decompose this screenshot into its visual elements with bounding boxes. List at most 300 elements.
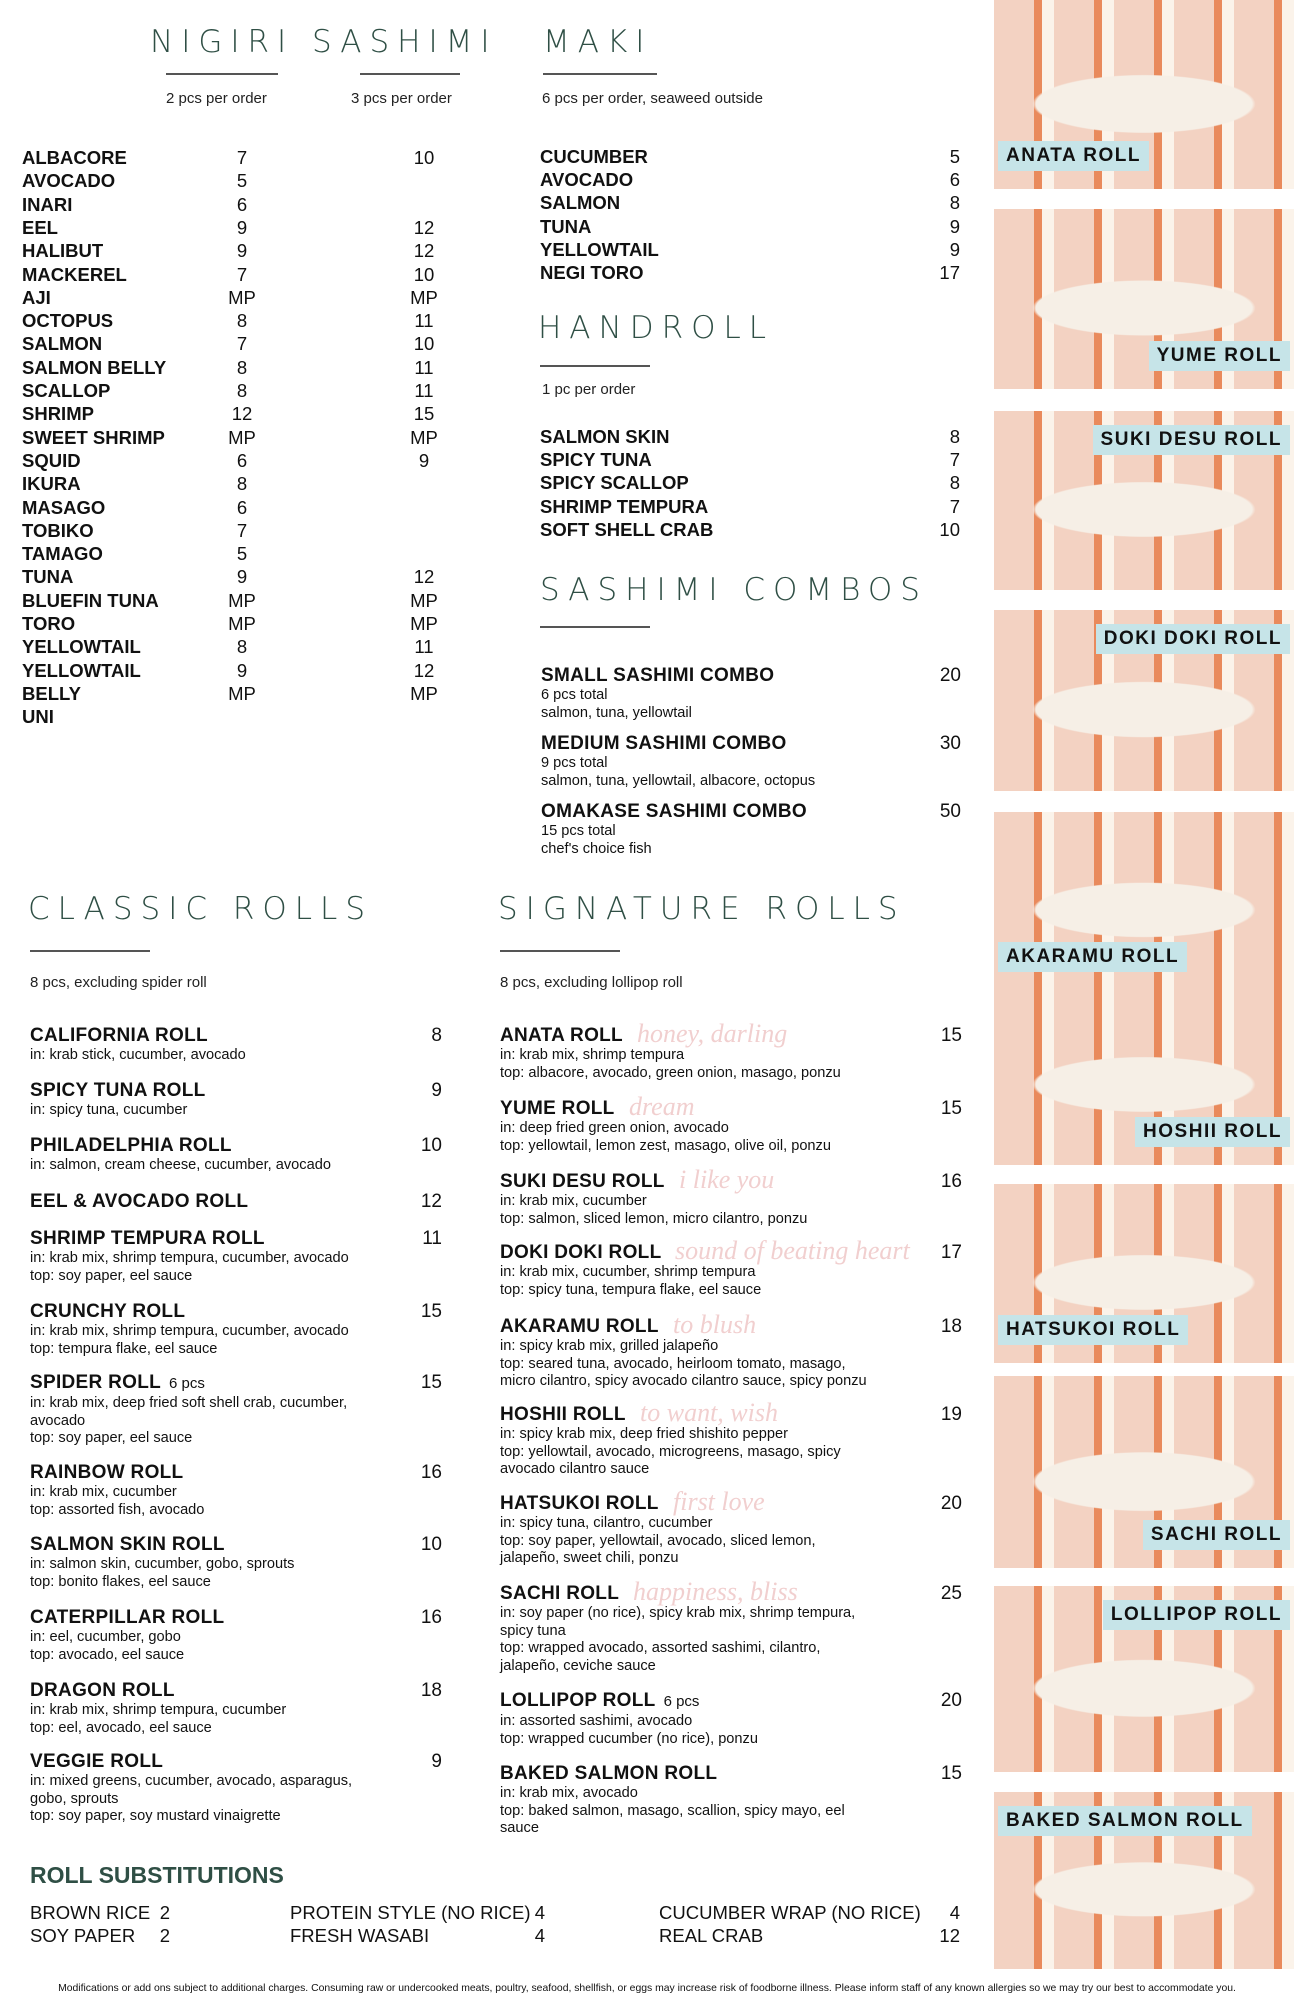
item-description: in: krab mix, cucumber bbox=[500, 1193, 647, 1209]
list-item bbox=[540, 425, 960, 448]
item-description: in: spicy krab mix, grilled jalapeño bbox=[500, 1338, 719, 1354]
item-name: YUME ROLL bbox=[500, 1098, 615, 1119]
item-price: 5 bbox=[949, 146, 960, 167]
nigiri-price: 6 bbox=[236, 193, 248, 215]
item-name: SWEET SHRIMP bbox=[22, 426, 165, 448]
item-description: in: krab mix, shrimp tempura, cucumber, avocado bbox=[30, 1250, 349, 1266]
item-price: 20 bbox=[940, 1690, 962, 1711]
table-row bbox=[22, 263, 482, 286]
item-name: LOLLIPOP ROLL 6 pcs bbox=[500, 1690, 700, 1711]
substitution-name: PROTEIN STYLE (NO RICE) bbox=[290, 1902, 531, 1923]
item-description: 6 pcs total bbox=[541, 687, 608, 703]
menu-item bbox=[30, 1228, 442, 1285]
item-name: YELLOWTAIL bbox=[22, 659, 141, 681]
menu-item bbox=[500, 1493, 962, 1568]
item-price: 10 bbox=[420, 1534, 442, 1555]
item-price: 9 bbox=[431, 1080, 442, 1101]
table-row bbox=[22, 659, 482, 682]
sashimi-price: 11 bbox=[414, 380, 434, 401]
item-name: SPICY SCALLOP bbox=[540, 472, 689, 494]
divider bbox=[540, 626, 650, 628]
sashimi-price: 12 bbox=[413, 216, 435, 238]
item-price: 16 bbox=[940, 1171, 962, 1192]
item-price: 7 bbox=[949, 449, 960, 471]
item-name: BELLY bbox=[22, 682, 81, 704]
item-name: TORO bbox=[22, 613, 76, 634]
divider bbox=[166, 73, 278, 75]
substitution-price: 4 bbox=[949, 1902, 960, 1923]
signature-rolls-title: SIGNATURE ROLLS bbox=[498, 891, 906, 927]
nigiri-price: 12 bbox=[231, 403, 253, 425]
divider bbox=[500, 950, 620, 952]
item-name: INARI bbox=[22, 193, 73, 215]
sashimi-price: 11 bbox=[414, 310, 434, 332]
item-description: 15 pcs total bbox=[541, 823, 616, 839]
list-item bbox=[540, 261, 960, 284]
menu-item bbox=[30, 1680, 442, 1737]
table-row bbox=[22, 542, 482, 565]
item-description: in: deep fried green onion, avocado bbox=[500, 1120, 729, 1136]
item-price: 15 bbox=[940, 1025, 962, 1046]
item-description: top: albacore, avocado, green onion, masago, ponzu bbox=[500, 1064, 841, 1081]
sashimi-price: MP bbox=[410, 589, 438, 611]
item-name: EEL & AVOCADO ROLL bbox=[30, 1191, 249, 1212]
item-description: top: soy paper, soy mustard vinaigrette bbox=[30, 1808, 281, 1824]
item-price: 20 bbox=[939, 665, 961, 686]
item-description: in: salmon skin, cucumber, gobo, sprouts bbox=[30, 1556, 295, 1572]
item-name: ALBACORE bbox=[22, 147, 127, 168]
photo-suki-desu-roll bbox=[994, 411, 1294, 590]
table-row bbox=[22, 239, 482, 262]
divider bbox=[543, 73, 657, 75]
menu-item bbox=[500, 1690, 962, 1748]
table-row bbox=[22, 169, 482, 192]
divider bbox=[540, 365, 650, 367]
piece-count: 6 pcs bbox=[663, 1693, 700, 1710]
item-description: spicy tuna bbox=[500, 1622, 566, 1639]
item-description: in: eel, cucumber, gobo bbox=[30, 1629, 181, 1645]
item-description: jalapeño, ceviche sauce bbox=[500, 1657, 656, 1674]
table-row bbox=[22, 519, 482, 542]
item-description: top: yellowtail, avocado, microgreens, masago, spicy bbox=[500, 1443, 841, 1460]
item-name: BLUEFIN TUNA bbox=[22, 589, 159, 611]
item-description: top: wrapped cucumber (no rice), ponzu bbox=[500, 1730, 758, 1747]
nigiri-price: 6 bbox=[236, 496, 248, 518]
menu-item bbox=[30, 1135, 442, 1175]
nigiri-price: 7 bbox=[236, 147, 248, 168]
maki-title: MAKI bbox=[543, 24, 653, 60]
item-price: 16 bbox=[420, 1607, 442, 1628]
item-description: salmon, tuna, yellowtail bbox=[541, 704, 692, 721]
menu-item bbox=[500, 1242, 962, 1299]
nigiri-price: MP bbox=[228, 682, 256, 704]
menu-item bbox=[500, 1316, 962, 1391]
menu-item bbox=[500, 1098, 962, 1155]
nigiri-price: 5 bbox=[236, 170, 248, 192]
photo-baked-salmon-roll bbox=[994, 1792, 1294, 1969]
watermark-script: first love bbox=[673, 1487, 765, 1516]
nigiri-price: 9 bbox=[236, 566, 248, 588]
item-name: MEDIUM SASHIMI COMBO bbox=[541, 733, 787, 754]
item-description: in: krab mix, shrimp tempura bbox=[500, 1047, 685, 1063]
item-name: SPICY TUNA ROLL bbox=[30, 1080, 206, 1101]
menu-item bbox=[30, 1191, 442, 1213]
item-description: in: mixed greens, cucumber, avocado, asparagus, bbox=[30, 1773, 353, 1789]
item-name: SALMON bbox=[540, 192, 621, 214]
item-name: SQUID bbox=[22, 449, 81, 471]
item-description: in: krab mix, cucumber bbox=[30, 1484, 177, 1500]
photo-hoshii-roll bbox=[994, 986, 1294, 1165]
photo-label: AKARAMU ROLL bbox=[998, 942, 1187, 972]
item-price: 16 bbox=[420, 1462, 442, 1483]
item-name: SALMON BELLY bbox=[22, 356, 167, 378]
photo-sachi-roll bbox=[994, 1376, 1294, 1568]
item-description: in: spicy krab mix, deep fried shishito pepper bbox=[500, 1426, 788, 1442]
menu-item bbox=[541, 801, 961, 858]
list-item bbox=[540, 495, 960, 518]
nigiri-price: 9 bbox=[236, 659, 248, 681]
substitution-price: 2 bbox=[159, 1902, 170, 1923]
nigiri-price: MP bbox=[228, 286, 256, 308]
table-row bbox=[22, 449, 482, 472]
menu-item bbox=[30, 1372, 442, 1448]
item-name: AJI bbox=[22, 286, 51, 308]
photo-lollipop-roll bbox=[994, 1586, 1294, 1772]
menu-item bbox=[541, 733, 961, 790]
nigiri-price: MP bbox=[228, 589, 256, 611]
item-name: HOSHII ROLL bbox=[500, 1404, 626, 1425]
item-name: SACHI ROLL bbox=[500, 1583, 620, 1604]
item-price: 8 bbox=[431, 1025, 442, 1046]
classic-subtitle: 8 pcs, excluding spider roll bbox=[30, 974, 207, 991]
table-row bbox=[22, 332, 482, 355]
watermark-script: happiness, bliss bbox=[633, 1577, 798, 1606]
menu-item bbox=[30, 1025, 442, 1065]
photo-anata-roll bbox=[994, 0, 1294, 189]
menu-item bbox=[500, 1404, 962, 1479]
substitution-price: 4 bbox=[534, 1925, 545, 1946]
piece-count: 6 pcs bbox=[169, 1375, 205, 1392]
photo-doki-doki-roll bbox=[994, 610, 1294, 791]
list-item bbox=[540, 448, 960, 471]
item-price: 9 bbox=[431, 1751, 442, 1772]
item-name: VEGGIE ROLL bbox=[30, 1751, 164, 1772]
photo-akaramu-roll bbox=[994, 812, 1294, 990]
table-row bbox=[22, 216, 482, 239]
item-name: SUKI DESU ROLL bbox=[500, 1171, 665, 1192]
sashimi-price: 11 bbox=[414, 636, 434, 658]
item-description: top: spicy tuna, tempura flake, eel sauce bbox=[500, 1281, 762, 1298]
item-name: CRUNCHY ROLL bbox=[30, 1301, 186, 1322]
item-description: top: wrapped avocado, assorted sashimi, cilantro, bbox=[500, 1640, 821, 1656]
divider bbox=[30, 950, 150, 952]
table-row bbox=[22, 705, 482, 728]
photo-yume-roll bbox=[994, 209, 1294, 389]
menu-item bbox=[500, 1171, 962, 1228]
table-row bbox=[22, 496, 482, 519]
list-item bbox=[540, 215, 960, 238]
item-description: in: krab mix, avocado bbox=[500, 1785, 638, 1801]
item-price: 6 bbox=[949, 169, 960, 191]
item-price: 50 bbox=[939, 801, 961, 822]
sashimi-subtitle: 3 pcs per order bbox=[351, 90, 452, 107]
item-description: top: avocado, eel sauce bbox=[30, 1646, 185, 1663]
menu-item bbox=[30, 1751, 442, 1826]
nigiri-price: 8 bbox=[236, 310, 248, 332]
item-name: YELLOWTAIL bbox=[540, 238, 659, 260]
item-name: OCTOPUS bbox=[22, 310, 114, 332]
item-price: 17 bbox=[940, 1242, 962, 1263]
photo-label: BAKED SALMON ROLL bbox=[998, 1806, 1252, 1836]
item-name: SPICY TUNA bbox=[540, 449, 652, 471]
item-name: SPIDER ROLL 6 pcs bbox=[30, 1372, 205, 1393]
watermark-script: i like you bbox=[679, 1165, 775, 1194]
item-name: SALMON SKIN bbox=[540, 426, 670, 447]
substitutions-title: ROLL SUBSTITUTIONS bbox=[30, 1862, 284, 1888]
item-name: CUCUMBER bbox=[540, 146, 648, 167]
table-row bbox=[22, 356, 482, 379]
item-price: 7 bbox=[949, 495, 960, 517]
nigiri-price: 9 bbox=[236, 240, 248, 262]
sashimi-price: MP bbox=[410, 426, 438, 448]
sashimi-price: 10 bbox=[413, 333, 435, 355]
item-name: AVOCADO bbox=[22, 170, 116, 192]
menu-item bbox=[500, 1763, 962, 1838]
item-name: EEL bbox=[22, 216, 58, 238]
nigiri-price: 7 bbox=[236, 519, 248, 541]
signature-subtitle: 8 pcs, excluding lollipop roll bbox=[500, 974, 683, 991]
item-name: DOKI DOKI ROLL bbox=[500, 1242, 662, 1263]
item-description: in: krab mix, cucumber, shrimp tempura bbox=[500, 1264, 756, 1280]
item-name: BAKED SALMON ROLL bbox=[500, 1763, 718, 1784]
table-row bbox=[22, 682, 482, 705]
item-name: CATERPILLAR ROLL bbox=[30, 1607, 225, 1628]
item-description: in: krab stick, cucumber, avocado bbox=[30, 1047, 246, 1063]
substitution-name: BROWN RICE bbox=[30, 1902, 151, 1923]
nigiri-title: NIGIRI bbox=[150, 24, 295, 60]
menu-item bbox=[500, 1583, 962, 1675]
substitution-price: 12 bbox=[939, 1925, 960, 1946]
list-item bbox=[540, 191, 960, 214]
sashimi-price: MP bbox=[410, 286, 438, 308]
sashimi-price: MP bbox=[410, 613, 438, 634]
item-price: 15 bbox=[940, 1098, 962, 1119]
substitution-price: 4 bbox=[534, 1902, 545, 1923]
watermark-script: sound of beating heart bbox=[675, 1236, 910, 1265]
sashimi-title: SASHIMI bbox=[312, 24, 498, 60]
nigiri-price: 5 bbox=[236, 543, 248, 565]
table-row bbox=[22, 565, 482, 588]
item-name: RAINBOW ROLL bbox=[30, 1462, 184, 1483]
table-row bbox=[22, 309, 482, 332]
nigiri-price: 8 bbox=[236, 473, 248, 495]
item-name: DRAGON ROLL bbox=[30, 1680, 175, 1701]
table-row bbox=[22, 589, 482, 612]
item-description: top: bonito flakes, eel sauce bbox=[30, 1573, 211, 1590]
item-name: NEGI TORO bbox=[540, 262, 644, 283]
list-item bbox=[540, 471, 960, 494]
photo-label: HOSHII ROLL bbox=[1135, 1117, 1290, 1147]
item-name: UNI bbox=[22, 706, 54, 728]
item-name: YELLOWTAIL bbox=[22, 636, 141, 658]
item-description: 9 pcs total bbox=[541, 755, 608, 771]
nigiri-price: 7 bbox=[236, 263, 248, 285]
sashimi-price: 12 bbox=[413, 659, 435, 681]
nigiri-price: MP bbox=[228, 426, 256, 448]
item-name: SALMON bbox=[22, 333, 103, 355]
item-price: 15 bbox=[420, 1301, 442, 1322]
menu-item bbox=[30, 1462, 442, 1519]
handroll-subtitle: 1 pc per order bbox=[542, 381, 636, 398]
watermark-script: to blush bbox=[673, 1310, 757, 1339]
item-name: HATSUKOI ROLL bbox=[500, 1493, 659, 1514]
substitution-price: 2 bbox=[159, 1925, 170, 1946]
nigiri-price: 6 bbox=[236, 449, 248, 471]
item-name: TAMAGO bbox=[22, 543, 103, 565]
table-row bbox=[22, 146, 482, 169]
item-name: SCALLOP bbox=[22, 380, 111, 401]
sashimi-price: 12 bbox=[413, 566, 435, 588]
photo-label: SACHI ROLL bbox=[1143, 1520, 1290, 1550]
substitution-name: CUCUMBER WRAP (NO RICE) bbox=[659, 1902, 921, 1923]
menu-item bbox=[30, 1607, 442, 1664]
item-name: SOFT SHELL CRAB bbox=[540, 518, 714, 540]
item-price: 18 bbox=[420, 1680, 442, 1701]
item-description: top: assorted fish, avocado bbox=[30, 1501, 205, 1518]
item-description: avocado bbox=[30, 1412, 86, 1429]
item-price: 8 bbox=[949, 472, 960, 494]
photo-label: ANATA ROLL bbox=[998, 141, 1149, 171]
item-name: HALIBUT bbox=[22, 240, 104, 262]
item-price: 11 bbox=[422, 1228, 442, 1249]
item-name: MASAGO bbox=[22, 496, 106, 518]
item-name: TOBIKO bbox=[22, 519, 94, 541]
menu-item bbox=[30, 1534, 442, 1591]
photo-label: YUME ROLL bbox=[1149, 341, 1290, 371]
nigiri-price: 8 bbox=[236, 380, 248, 401]
item-name: SALMON SKIN ROLL bbox=[30, 1534, 225, 1555]
item-name: SHRIMP TEMPURA ROLL bbox=[30, 1228, 265, 1249]
table-row bbox=[22, 472, 482, 495]
item-price: 25 bbox=[940, 1583, 962, 1604]
nigiri-price: 7 bbox=[236, 333, 248, 355]
sashimi-price: 12 bbox=[413, 240, 435, 262]
item-description: in: salmon, cream cheese, cucumber, avocado bbox=[30, 1157, 331, 1173]
item-name: TUNA bbox=[22, 566, 74, 588]
divider bbox=[360, 73, 460, 75]
nigiri-subtitle: 2 pcs per order bbox=[166, 90, 267, 107]
table-row bbox=[22, 635, 482, 658]
item-description: sauce bbox=[500, 1820, 539, 1836]
item-price: 18 bbox=[940, 1316, 962, 1337]
item-name: OMAKASE SASHIMI COMBO bbox=[541, 801, 807, 822]
item-description: gobo, sprouts bbox=[30, 1790, 119, 1807]
item-description: jalapeño, sweet chili, ponzu bbox=[500, 1550, 679, 1566]
item-name: SHRIMP bbox=[22, 403, 94, 425]
item-description: in: spicy tuna, cilantro, cucumber bbox=[500, 1515, 713, 1531]
item-name: IKURA bbox=[22, 473, 81, 495]
item-description: in: krab mix, shrimp tempura, cucumber, avocado bbox=[30, 1323, 349, 1339]
photo-label: HATSUKOI ROLL bbox=[998, 1315, 1188, 1345]
item-description: top: soy paper, eel sauce bbox=[30, 1430, 193, 1446]
sashimi-price: 11 bbox=[414, 356, 434, 378]
disclaimer: Modifications or add ons subject to additional charges. Consuming raw or undercooked meats, poultry, seafood, shellfish, or eggs may increase risk of foodborne illness. Please inform staff of any known allergies so we may try our best to accommodate you. bbox=[58, 1983, 1236, 1994]
photo-label: DOKI DOKI ROLL bbox=[1096, 624, 1290, 654]
item-price: 12 bbox=[420, 1191, 442, 1212]
sashimi-combos-title: SASHIMI COMBOS bbox=[540, 572, 928, 608]
list-item bbox=[540, 238, 960, 261]
item-description: top: yellowtail, lemon zest, masago, olive oil, ponzu bbox=[500, 1137, 831, 1154]
table-row bbox=[22, 379, 482, 402]
substitution-name: REAL CRAB bbox=[659, 1925, 764, 1946]
item-description: top: tempura flake, eel sauce bbox=[30, 1340, 218, 1357]
watermark-script: to want, wish bbox=[640, 1398, 778, 1427]
item-price: 9 bbox=[949, 215, 960, 237]
item-description: top: soy paper, eel sauce bbox=[30, 1267, 193, 1284]
item-description: in: krab mix, shrimp tempura, cucumber bbox=[30, 1702, 287, 1718]
nigiri-price: 8 bbox=[236, 636, 248, 658]
item-price: 8 bbox=[949, 426, 960, 447]
substitution-name: SOY PAPER bbox=[30, 1925, 136, 1946]
item-price: 9 bbox=[949, 238, 960, 260]
watermark-script: dream bbox=[629, 1092, 695, 1121]
sashimi-price: 15 bbox=[413, 403, 435, 425]
sashimi-price: MP bbox=[410, 682, 438, 704]
menu-item bbox=[541, 665, 961, 722]
list-item bbox=[540, 518, 960, 541]
sashimi-price: 10 bbox=[413, 263, 435, 285]
nigiri-price: 8 bbox=[236, 356, 248, 378]
item-description: in: assorted sashimi, avocado bbox=[500, 1713, 693, 1729]
item-price: 17 bbox=[939, 262, 960, 283]
item-name: AKARAMU ROLL bbox=[500, 1316, 659, 1337]
item-description: in: spicy tuna, cucumber bbox=[30, 1102, 188, 1118]
sashimi-price: 9 bbox=[418, 449, 430, 471]
item-description: top: baked salmon, masago, scallion, spicy mayo, eel bbox=[500, 1802, 845, 1819]
photo-label: LOLLIPOP ROLL bbox=[1103, 1600, 1290, 1630]
item-description: chef's choice fish bbox=[541, 840, 652, 857]
item-price: 15 bbox=[940, 1763, 962, 1784]
item-price: 8 bbox=[949, 192, 960, 214]
item-price: 20 bbox=[940, 1493, 962, 1514]
item-name: MACKEREL bbox=[22, 263, 127, 285]
menu-item bbox=[30, 1080, 442, 1120]
item-description: top: eel, avocado, eel sauce bbox=[30, 1719, 212, 1736]
sashimi-price: 10 bbox=[413, 147, 435, 168]
watermark-script: honey, darling bbox=[637, 1019, 788, 1048]
item-description: top: seared tuna, avocado, heirloom tomato, masago, bbox=[500, 1355, 846, 1372]
item-description: top: soy paper, yellowtail, avocado, sliced lemon, bbox=[500, 1532, 816, 1549]
table-row bbox=[22, 426, 482, 449]
item-name: PHILADELPHIA ROLL bbox=[30, 1135, 232, 1156]
table-row bbox=[22, 402, 482, 425]
item-name: CALIFORNIA ROLL bbox=[30, 1025, 208, 1046]
table-row bbox=[22, 193, 482, 216]
item-name: AVOCADO bbox=[540, 169, 634, 191]
list-item bbox=[540, 145, 960, 168]
photo-label: SUKI DESU ROLL bbox=[1093, 425, 1290, 455]
item-description: avocado cilantro sauce bbox=[500, 1461, 650, 1477]
item-price: 10 bbox=[420, 1135, 442, 1156]
item-name: SMALL SASHIMI COMBO bbox=[541, 665, 775, 686]
item-price: 15 bbox=[420, 1372, 442, 1393]
item-name: TUNA bbox=[540, 215, 592, 237]
table-row bbox=[22, 286, 482, 309]
item-description: salmon, tuna, yellowtail, albacore, octopus bbox=[541, 772, 816, 789]
nigiri-price: 9 bbox=[236, 216, 248, 238]
nigiri-price: MP bbox=[228, 613, 256, 634]
maki-subtitle: 6 pcs per order, seaweed outside bbox=[542, 90, 763, 107]
